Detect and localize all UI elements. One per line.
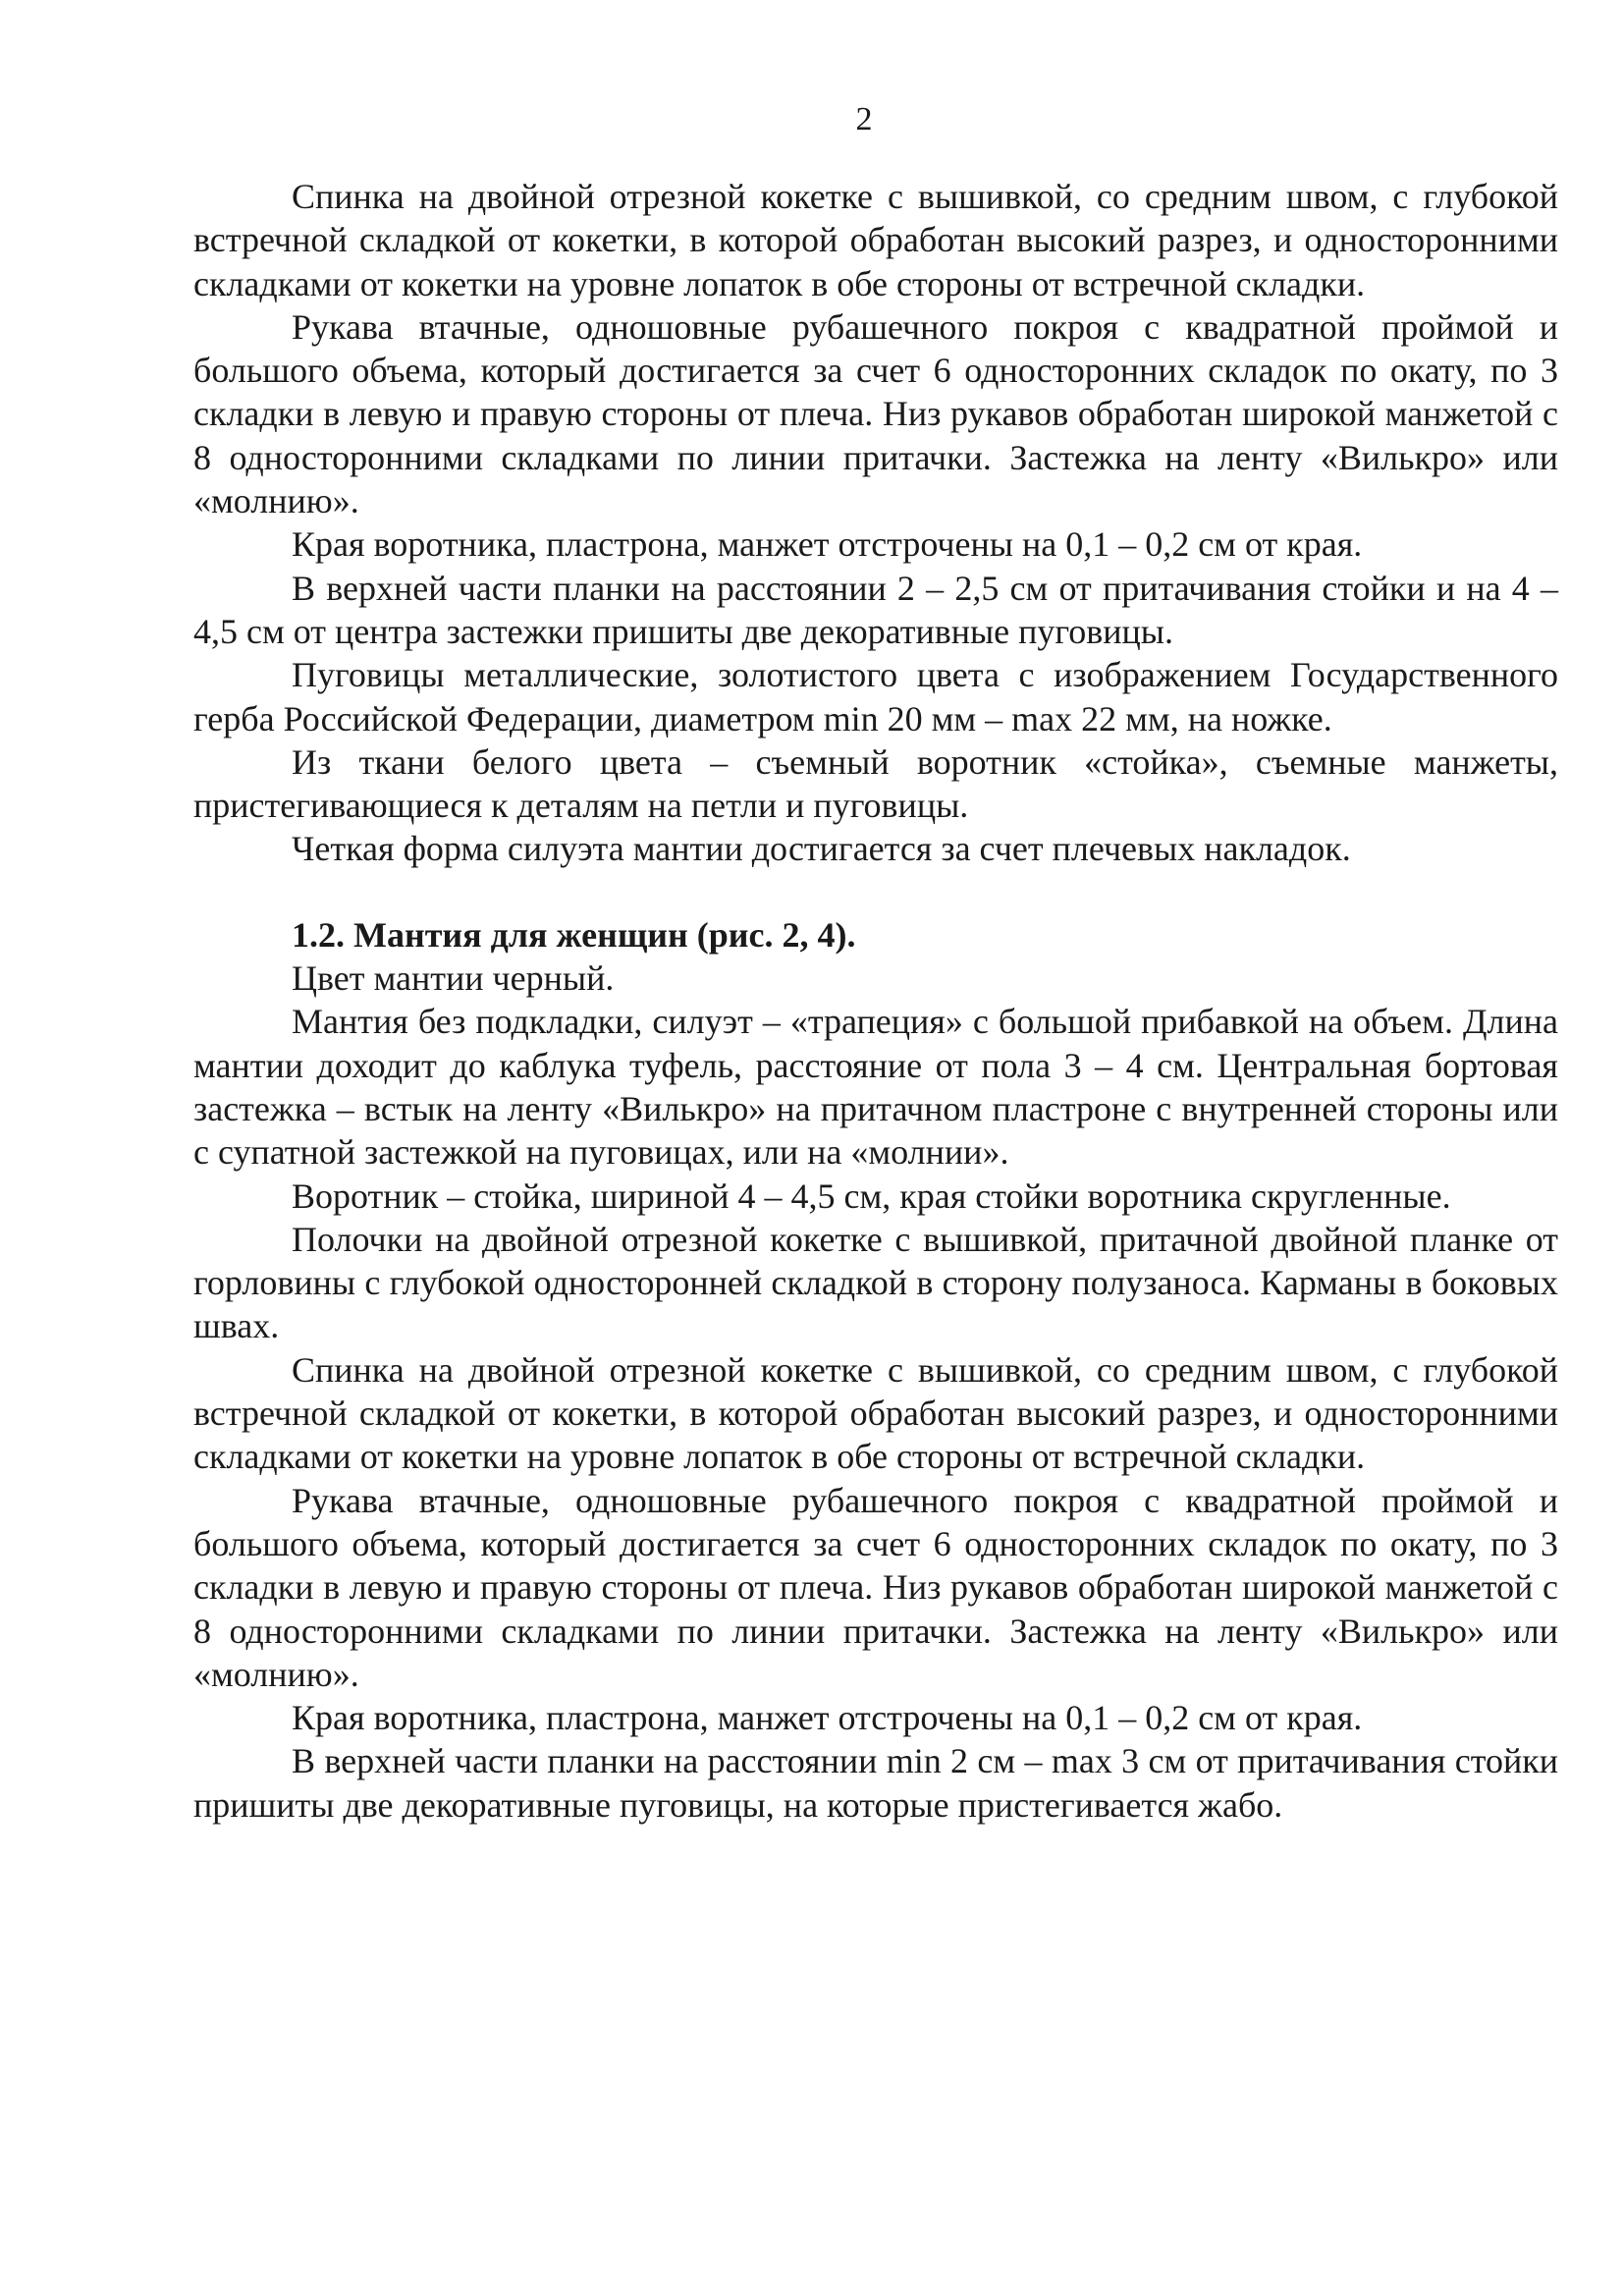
- paragraph-back-panel-men: Спинка на двойной отрезной кокетке с вышивкой, со средним швом, с глубокой встречной складкой от кокетки, в которой обработан высокий разрез, и односторонними складками от кокетки на уровне лопаток в обе стороны от встречной складки.: [193, 177, 1558, 303]
- paragraph-collar: Воротник – стойка, шириной 4 – 4,5 см, края стойки воротника скругленные.: [292, 1175, 1451, 1216]
- section-heading: 1.2. Мантия для женщин (рис. 2, 4).: [292, 914, 856, 955]
- paragraph-placket-buttons-women: В верхней части планки на расстоянии min 2 см – max 3 см от притачивания стойки пришиты две декоративные пуговицы, на которые пристегивается жабо.: [193, 1741, 1558, 1825]
- document-body: [193, 175, 1558, 1827]
- page-number: 2: [855, 101, 873, 137]
- paragraph-white-fabric: Из ткани белого цвета – съемный воротник «стойка», съемные манжеты, пристегивающиеся к деталям на петли и пуговицы.: [193, 741, 1558, 826]
- paragraph-placket-buttons-men: В верхней части планки на расстоянии 2 – 2,5 см от притачивания стойки и на 4 – 4,5 см от центра застежки пришиты две декоративные пуговицы.: [193, 568, 1558, 651]
- paragraph-edges-men: Края воротника, пластрона, манжет отстрочены на 0,1 – 0,2 см от края.: [292, 524, 1363, 565]
- paragraph-front-panels: Полочки на двойной отрезной кокетке с вышивкой, притачной двойной планке от горловины с глубокой односторонней складкой в сторону полузаноса. Карманы в боковых швах.: [193, 1219, 1558, 1346]
- paragraph-buttons-description: Пуговицы металлические, золотистого цвета с изображением Государственного герба Российской Федерации, диаметром min 20 мм – max 22 мм, на ножке.: [193, 655, 1558, 738]
- paragraph-back-panel-women: Спинка на двойной отрезной кокетке с вышивкой, со средним швом, с глубокой встречной складкой от кокетки, в которой обработан высокий разрез, и односторонними складками от кокетки на уровне лопаток в обе стороны от встречной складки.: [193, 1349, 1558, 1477]
- paragraph-silhouette: Четкая форма силуэта мантии достигается за счет плечевых накладок.: [292, 829, 1351, 869]
- paragraph-color: Цвет мантии черный.: [292, 958, 615, 999]
- paragraph-sleeves-women: Рукава втачные, одношовные рубашечного покроя с квадратной проймой и большого объема, который достигается за счет 6 односторонних складок по окату, по 3 складки в левую и правую стороны от плеча. Низ рукавов обработан широкой манжетой с 8 односторонними складками по линии притачки. Застежка на ленту «Вилькро» или «молнию».: [193, 1480, 1558, 1694]
- paragraph-mantle-cut: Мантия без подкладки, силуэт – «трапеция» с большой прибавкой на объем. Длина мантии доходит до каблука туфель, расстояние от пола 3 – 4 см. Центральная бортовая застежка – встык на ленту «Вилькро» на притачном пластроне с внутренней стороны или с супатной застежкой на пуговицах, или на «молнии».: [193, 1002, 1558, 1173]
- paragraph-edges-women: Края воротника, пластрона, манжет отстрочены на 0,1 – 0,2 см от края.: [292, 1698, 1363, 1738]
- paragraph-sleeves-men: Рукава втачные, одношовные рубашечного покроя с квадратной проймой и большого объема, который достигается за счет 6 односторонних складок по окату, по 3 складки в левую и правую стороны от плеча. Низ рукавов обработан широкой манжетой с 8 односторонними складками по линии притачки. Застежка на ленту «Вилькро» или «молнию».: [193, 306, 1558, 521]
